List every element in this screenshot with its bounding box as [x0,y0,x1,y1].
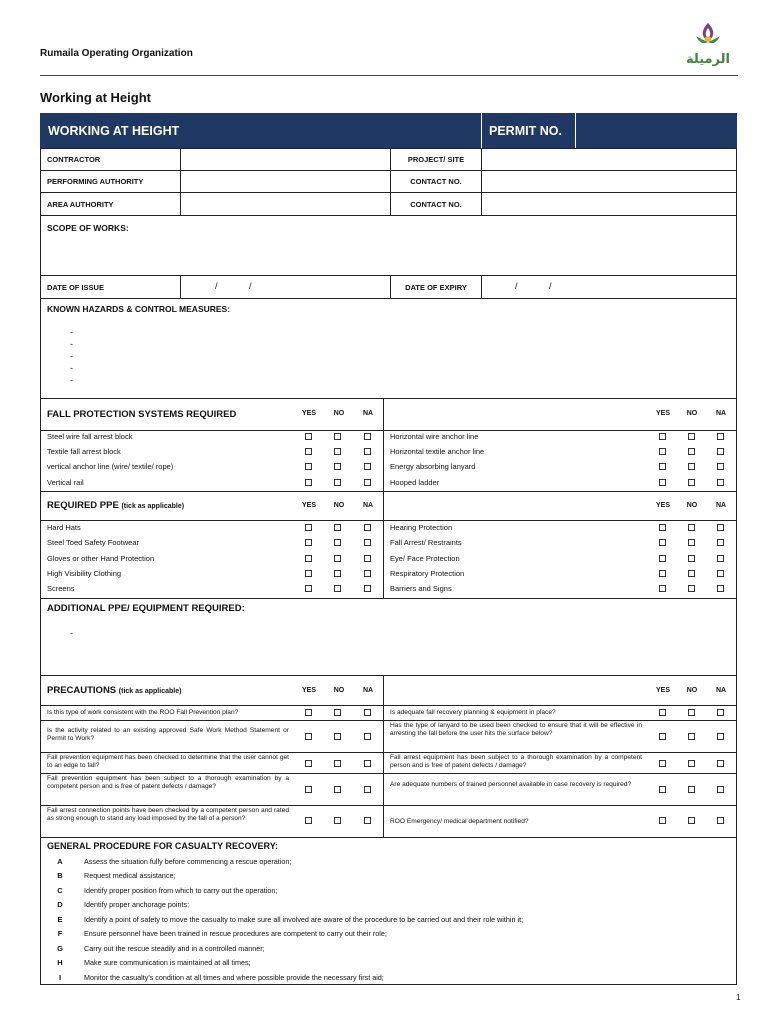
contractor-field[interactable] [180,148,391,171]
row-divider [40,773,737,774]
project-site-field[interactable] [481,148,737,171]
checkbox-yes[interactable] [659,555,666,562]
checkbox-yes[interactable] [659,817,666,824]
ppe-item: Steel Toed Safety Footwear [47,538,139,547]
checkbox-no[interactable] [334,786,341,793]
checkbox-yes[interactable] [305,817,312,824]
checkbox-yes[interactable] [305,479,312,486]
checkbox-yes[interactable] [659,539,666,546]
precaution-question: Is this type of work consistent with the ROO Fall Prevention plan? [47,709,239,716]
checkbox-na[interactable] [717,448,724,455]
checkbox-na[interactable] [717,760,724,767]
fall-item: Hooped ladder [390,478,440,487]
yes-col-header: YES [655,687,670,694]
fall-item: Steel wire fall arrest block [47,432,133,441]
performing-authority-field[interactable] [180,170,391,193]
hazard-bullet: - [70,375,73,385]
checkbox-yes[interactable] [305,524,312,531]
checkbox-no[interactable] [334,463,341,470]
checkbox-yes[interactable] [659,760,666,767]
checkbox-no[interactable] [334,539,341,546]
precaution-question: Fall prevention equipment has been subject to a thorough examination by a competent person and is free of patent defects / damage? [47,775,289,791]
yes-col-header: YES [301,410,316,417]
checkbox-na[interactable] [364,585,371,592]
checkbox-na[interactable] [717,479,724,486]
checkbox-na[interactable] [364,479,371,486]
ppe-item: Gloves or other Hand Protection [47,554,155,563]
project-site-label: PROJECT/ SITE [390,148,482,171]
checkbox-na[interactable] [364,760,371,767]
step-letter: A [57,857,63,866]
checkbox-yes[interactable] [659,709,666,716]
checkbox-na[interactable] [717,817,724,824]
checkbox-no[interactable] [688,733,695,740]
checkbox-no[interactable] [688,524,695,531]
precaution-question: ROO Emergency/ medical department notified? [390,818,529,825]
checkbox-yes[interactable] [305,760,312,767]
step-text: Assess the situation fully before commencing a rescue operation; [84,857,292,866]
section-divider [40,705,737,706]
precaution-question: Fall arrest connection points have been checked by a competent person and rated as strong enough to stand any load imposed by the fall of a person? [47,807,289,823]
organization-name: Rumaila Operating Organization [40,48,193,59]
step-text: Request medical assistance; [84,871,176,880]
checkbox-yes[interactable] [305,555,312,562]
checkbox-no[interactable] [334,709,341,716]
checkbox-no[interactable] [688,539,695,546]
fall-protection-title: FALL PROTECTION SYSTEMS REQUIRED [47,409,237,420]
step-text: Carry out the rescue steadily and in a controlled manner; [84,944,265,953]
step-letter: I [58,973,62,982]
checkbox-na[interactable] [717,709,724,716]
checkbox-yes[interactable] [659,585,666,592]
hazard-bullet: - [70,363,73,373]
step-text: Ensure personnel have been trained in rescue procedures are competent to carry out their role; [84,929,387,938]
fall-item: Vertical rail [47,478,84,487]
section-divider [40,491,737,492]
checkbox-na[interactable] [717,539,724,546]
checkbox-no[interactable] [688,585,695,592]
rumaila-logo [682,20,734,68]
step-text: Monitor the casualty's condition at all times and where possible provide the necessary first aid; [84,973,384,982]
ppe-title-text: REQUIRED PPE [47,500,119,511]
checkbox-yes[interactable] [305,709,312,716]
checkbox-na[interactable] [717,463,724,470]
additional-ppe-area[interactable] [41,618,736,674]
checkbox-no[interactable] [334,555,341,562]
ppe-item: Hearing Protection [390,523,453,532]
column-divider [383,398,384,491]
step-letter: G [57,944,63,953]
checkbox-na[interactable] [364,786,371,793]
checkbox-no[interactable] [334,448,341,455]
na-col-header: NA [362,502,374,509]
performing-authority-label: PERFORMING AUTHORITY [40,170,181,193]
checkbox-yes[interactable] [305,448,312,455]
ppe-note: (tick as applicable) [121,503,185,510]
precaution-question: Fall prevention equipment has been checked to determine that the user cannot get to an edge to fall? [47,754,289,770]
checkbox-na[interactable] [364,709,371,716]
step-letter: C [57,886,63,895]
checkbox-na[interactable] [717,585,724,592]
no-col-header: NO [686,502,698,509]
permit-no-label: PERMIT NO. [489,124,562,138]
checkbox-no[interactable] [688,463,695,470]
checkbox-no[interactable] [688,479,695,486]
document-title: Working at Height [40,90,151,105]
checkbox-no[interactable] [688,448,695,455]
area-authority-label: AREA AUTHORITY [40,192,181,216]
header-divider [40,75,738,76]
checkbox-na[interactable] [364,524,371,531]
date-separator: / [215,281,218,291]
checkbox-no[interactable] [688,570,695,577]
checkbox-yes[interactable] [659,479,666,486]
logo-arabic-text: الرميلة [686,52,730,67]
checkbox-no[interactable] [688,433,695,440]
checkbox-yes[interactable] [659,786,666,793]
checkbox-no[interactable] [334,570,341,577]
checkbox-yes[interactable] [659,570,666,577]
ppe-item: Barriers and Signs [390,584,452,593]
yes-col-header: YES [301,502,316,509]
checkbox-yes[interactable] [659,463,666,470]
checkbox-no[interactable] [688,555,695,562]
step-text: Identify proper anchorage points; [84,900,190,909]
column-divider [383,491,384,598]
checkbox-na[interactable] [364,539,371,546]
checkbox-yes[interactable] [305,433,312,440]
checkbox-na[interactable] [717,524,724,531]
precaution-question: Is the activity related to an existing approved Safe Work Method Statement or Permit to Work? [47,727,289,743]
fall-item: vertical anchor line (wire/ textile/ rope) [47,462,174,471]
contact-no-field[interactable] [481,170,737,193]
date-of-issue-field[interactable] [180,275,391,299]
precautions-note: (tick as applicable) [118,688,182,695]
na-col-header: NA [715,410,727,417]
contact-no-label: CONTACT NO. [390,170,482,193]
checkbox-no[interactable] [334,433,341,440]
step-text: Identify proper position from which to carry out the operation; [84,886,278,895]
section-divider [40,675,737,676]
checkbox-no[interactable] [688,786,695,793]
na-col-header: NA [362,410,374,417]
checkbox-na[interactable] [364,570,371,577]
checkbox-yes[interactable] [305,463,312,470]
row-divider [40,805,737,806]
precaution-question: Is adequate fall recovery planning & equipment in place? [390,709,556,716]
no-col-header: NO [686,687,698,694]
fall-item: Textile fall arrest block [47,447,121,456]
hazards-title: KNOWN HAZARDS & CONTROL MEASURES: [47,304,231,314]
checkbox-no[interactable] [334,585,341,592]
checkbox-no[interactable] [334,733,341,740]
checkbox-no[interactable] [688,817,695,824]
contact-no-field[interactable] [481,192,737,216]
checkbox-no[interactable] [334,760,341,767]
no-col-header: NO [686,410,698,417]
page-number: 1 [736,993,741,1002]
date-of-expiry-label: DATE OF EXPIRY [390,275,482,299]
step-letter: H [57,958,63,967]
column-divider [383,675,384,837]
precautions-title [47,685,181,696]
yes-col-header: YES [655,502,670,509]
yes-col-header: YES [655,410,670,417]
checkbox-yes[interactable] [305,570,312,577]
scope-of-works-label: SCOPE OF WORKS: [47,223,129,233]
date-separator: / [549,281,552,291]
ppe-item: Screens [47,584,75,593]
section-divider [40,598,737,599]
scope-of-works-area[interactable] [40,215,737,276]
checkbox-na[interactable] [364,555,371,562]
precaution-question: Are adequate numbers of trained personnel available in case recovery is required? [390,781,632,788]
section-divider [40,430,737,431]
no-col-header: NO [333,502,345,509]
checkbox-na[interactable] [364,463,371,470]
ppe-title [47,500,184,511]
checkbox-no[interactable] [334,817,341,824]
checkbox-no[interactable] [688,760,695,767]
na-col-header: NA [362,687,374,694]
additional-ppe-title: ADDITIONAL PPE/ EQUIPMENT REQUIRED: [47,603,245,614]
checkbox-na[interactable] [717,733,724,740]
step-text: Identify a point of safety to move the casualty to make sure all involved are aware of the procedure to be carried out and their role within it; [84,915,524,924]
checkbox-na[interactable] [364,433,371,440]
checkbox-yes[interactable] [659,433,666,440]
fall-item: Horizontal wire anchor line [390,432,479,441]
checkbox-yes[interactable] [305,733,312,740]
ppe-item: Eye/ Face Protection [390,554,460,563]
additional-bullet: - [70,628,73,638]
checkbox-yes[interactable] [305,786,312,793]
checkbox-yes[interactable] [659,733,666,740]
form-title: WORKING AT HEIGHT [48,124,180,138]
area-authority-field[interactable] [180,192,391,216]
date-of-expiry-field[interactable] [481,275,737,299]
step-letter: D [57,900,63,909]
section-divider [40,837,737,838]
ppe-item: High Visibility Clothing [47,569,122,578]
hazard-bullet: - [70,351,73,361]
checkbox-no[interactable] [334,479,341,486]
checkbox-no[interactable] [688,709,695,716]
header-divider-line [481,113,482,148]
checkbox-na[interactable] [717,433,724,440]
checkbox-yes[interactable] [305,539,312,546]
precautions-title-text: PRECAUTIONS [47,685,117,696]
na-col-header: NA [715,687,727,694]
step-letter: E [57,915,63,924]
row-divider [40,720,737,721]
precaution-question: Has the type of lanyard to be used been checked to ensure that it will be effective in arresting the fall before the user hits the surface below? [390,722,642,738]
no-col-header: NO [333,687,345,694]
checkbox-na[interactable] [364,733,371,740]
checkbox-yes[interactable] [659,524,666,531]
checkbox-na[interactable] [717,570,724,577]
section-divider [40,398,737,399]
section-divider [40,520,737,521]
checkbox-yes[interactable] [305,585,312,592]
checkbox-na[interactable] [364,448,371,455]
ppe-item: Fall Arrest/ Restraints [390,538,462,547]
casualty-recovery-title: GENERAL PROCEDURE FOR CASUALTY RECOVERY: [47,841,279,851]
no-col-header: NO [333,410,345,417]
hazard-bullet: - [70,327,73,337]
date-separator: / [249,281,252,291]
fall-item: Horizontal textile anchor line [390,447,485,456]
checkbox-no[interactable] [334,524,341,531]
step-letter: B [57,871,63,880]
step-letter: F [57,929,63,938]
checkbox-yes[interactable] [659,448,666,455]
hazard-bullet: - [70,339,73,349]
ppe-item: Hard Hats [47,523,81,532]
ppe-item: Respiratory Protection [390,569,465,578]
checkbox-na[interactable] [717,786,724,793]
fall-item: Energy absorbing lanyard [390,462,476,471]
date-of-issue-label: DATE OF ISSUE [40,275,181,299]
permit-no-field[interactable] [576,114,736,147]
row-divider [40,752,737,753]
na-col-header: NA [715,502,727,509]
yes-col-header: YES [301,687,316,694]
checkbox-na[interactable] [364,817,371,824]
step-text: Make sure communication is maintained at all times; [84,958,251,967]
contractor-label: CONTRACTOR [40,148,181,171]
checkbox-na[interactable] [717,555,724,562]
precaution-question: Fall arrest equipment has been subject to a thorough examination by a competent person and is free of patent defects / damage? [390,754,642,770]
contact-no-label: CONTACT NO. [390,192,482,216]
date-separator: / [515,281,518,291]
